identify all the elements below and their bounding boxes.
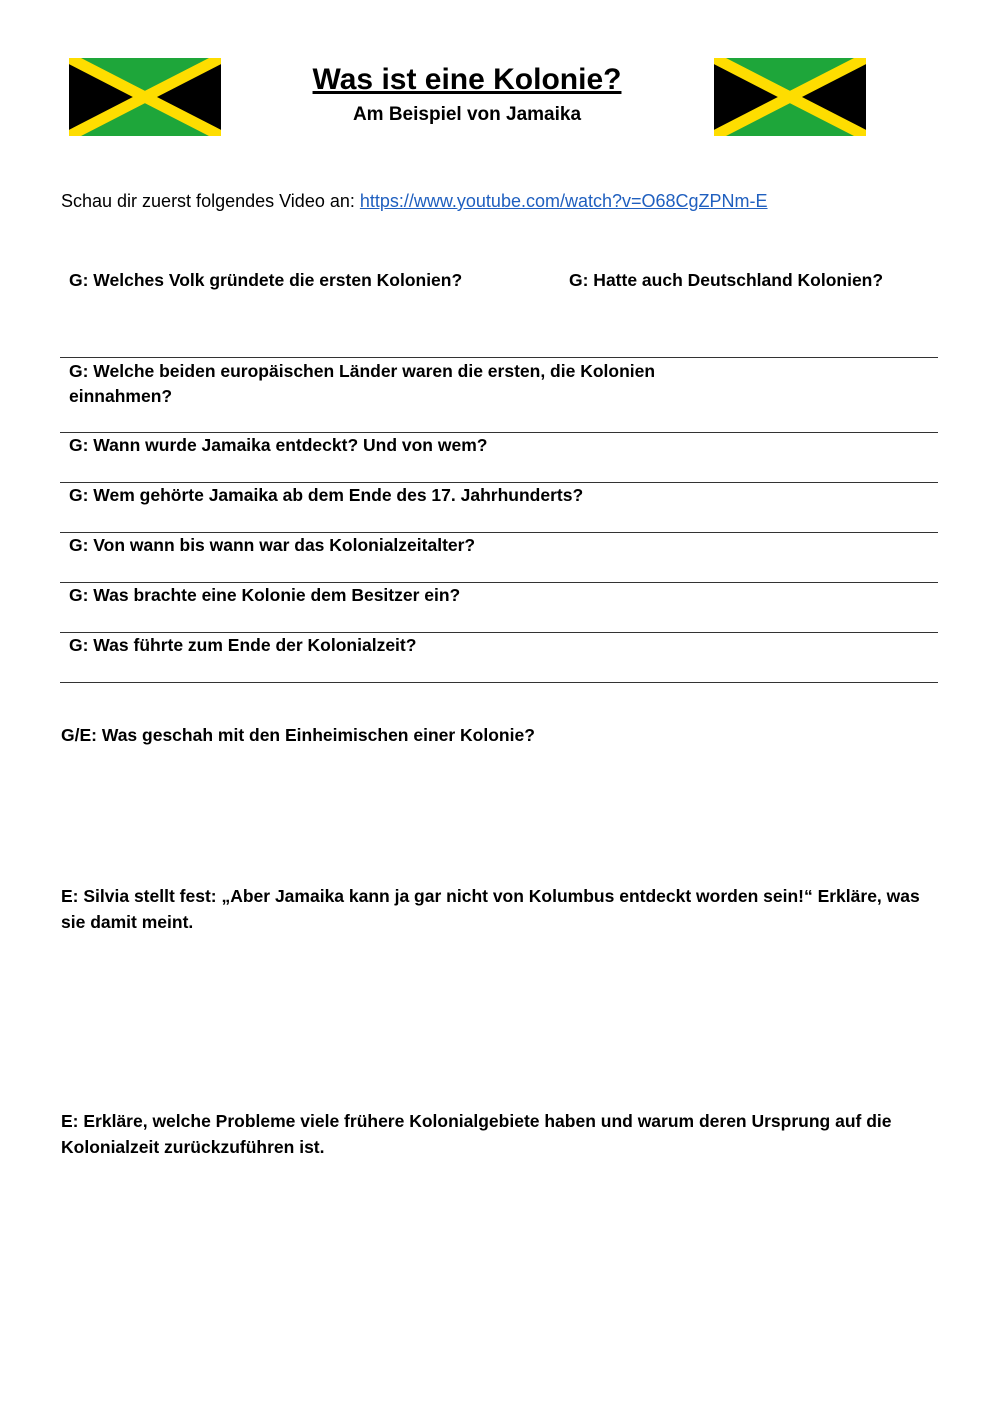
- jamaica-flag-right-icon: [714, 58, 866, 136]
- question-natives: G/E: Was geschah mit den Einheimischen einer Kolonie?: [61, 725, 535, 745]
- question-first-colonies: G: Welches Volk gründete die ersten Kolonien?: [69, 270, 463, 290]
- page-title: Was ist eine Kolonie?: [312, 63, 622, 96]
- question-jamaica-owner: G: Wem gehörte Jamaika ab dem Ende des 17. Jahrhunderts?: [69, 485, 584, 505]
- jamaica-flag-left-icon: [69, 58, 221, 136]
- question-colonial-era: G: Von wann bis wann war das Kolonialzeitalter?: [69, 535, 476, 555]
- question-colony-benefits: G: Was brachte eine Kolonie dem Besitzer ein?: [69, 585, 461, 605]
- question-former-colonies-problems: E: Erkläre, welche Probleme viele frühere Kolonialgebiete haben und warum deren Ursprung auf die Kolonialzeit zurückzuführen ist.: [61, 1111, 892, 1157]
- intro-line: [61, 189, 768, 213]
- question-jamaica-discovered: G: Wann wurde Jamaika entdeckt? Und von wem?: [69, 435, 488, 455]
- page-subtitle: Am Beispiel von Jamaika: [352, 104, 582, 125]
- divider: [60, 682, 938, 683]
- divider: [60, 357, 938, 358]
- intro-text: Schau dir zuerst folgendes Video an:: [61, 191, 360, 211]
- question-end-of-colonial-era: G: Was führte zum Ende der Kolonialzeit?: [69, 635, 417, 655]
- question-silvia-statement: E: Silvia stellt fest: „Aber Jamaika kann ja gar nicht von Kolumbus entdeckt worden sein!“ Erkläre, was sie damit meint.: [61, 886, 920, 932]
- question-first-european-countries: G: Welche beiden europäischen Länder waren die ersten, die Kolonien einnahmen?: [69, 361, 656, 406]
- question-germany-colonies: G: Hatte auch Deutschland Kolonien?: [569, 270, 884, 290]
- video-link[interactable]: https://www.youtube.com/watch?v=O68CgZPNm-E: [359, 191, 768, 211]
